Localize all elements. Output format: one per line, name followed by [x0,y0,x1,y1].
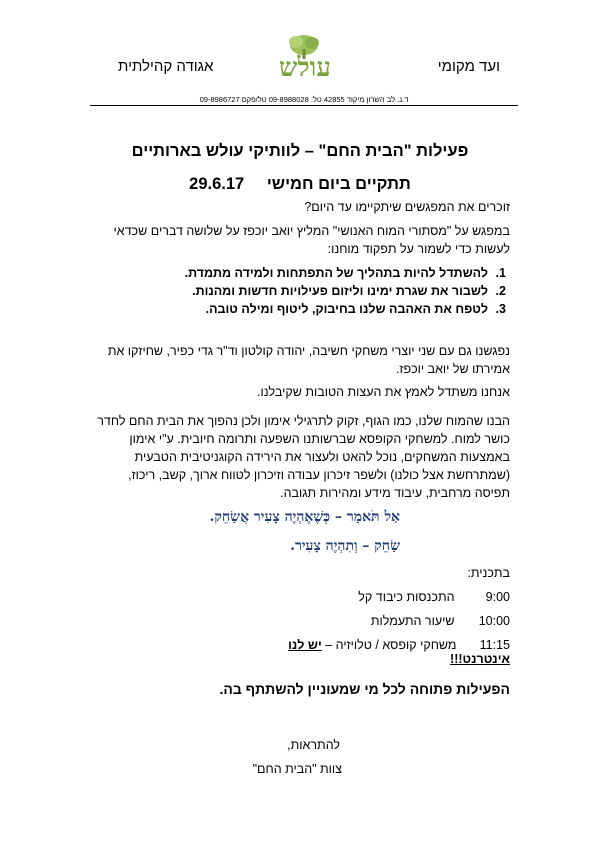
local-committee-label: ועד מקומי [437,58,500,75]
event-date: 29.6.17 [189,175,245,193]
schedule-activity: התכנסות כיבוד קל [358,590,455,604]
schedule-row [270,638,510,666]
community-association-label: אגודה קהילתית [118,58,214,75]
greeting: להתראות, [287,738,340,752]
event-day-text: תתקיים ביום חמישי [266,175,411,193]
event-date-line [0,175,600,194]
met-paragraph: נפגשנו גם עם שני יוצרי משחקי חשיבה, יהודה קולטון וד"ר גדי כפיר, שחיזקו את אמירתו של יואב יוכפז. [107,344,510,376]
intro-paragraph: במפגש על "מסתורי המוח האנושי" המליץ יואב יוכפז על שלושה דברים שכדאי לעשות כדי לשמור על תפקוד מוחנו: [113,224,510,256]
schedule-activity: משחקי קופסא / טלויזיה – [325,638,457,652]
schedule-title: בתכנית: [467,566,510,580]
schedule-row [270,614,510,628]
logo-wordmark: עולש [279,53,331,83]
list-item: 2. לשבור את שגרת ימינו וליזום פעילויות חדשות ומהנות. [72,282,492,300]
goals-list [72,264,510,318]
schedule-activity: שיעור התעמלות [370,614,455,628]
list-item: 1. להשתדל להיות בתהליך של התפתחות ולמידה מתמדת. [72,264,492,282]
schedule-row [270,590,510,604]
quote-line: אַל תֹּאמַר – כְּשֶׁאֶהְיֶה צָעִיר אֲשַׂחֵק. [209,509,400,525]
adopt-paragraph: אנחנו משתדל לאמץ את העצות הטובות שקיבלנו. [256,385,510,399]
page-title: פעילות "הבית החם" – לוותיקי עולש בארותיים [131,142,469,160]
question-paragraph: זוכרים את המפגשים שיתקיימו עד היום? [304,200,510,214]
schedule-time: 10:00 [478,614,510,628]
schedule-time: 11:15 [479,638,510,652]
list-item: 3. לטפח את האהבה שלנו בחיבוק, ליטוף ומילה טובה. [72,300,492,318]
quote-line: שַׂחֵק – וְתִהְיֶה צָעִיר. [290,538,400,554]
address-line: ד.נ. לב השרון מיקוד 42855 טל. 09-8988028 טל/פקס 09-8986727 [90,95,518,106]
brain-paragraph: הבנו שהמוח שלנו, כמו הגוף, זקוק לתרגילי אימון ולכן נהפוך את הבית החם לחדר כושר למוח. למשחקי הקופסא שברשותנו השפעה ותרומה חיובית. ע"י אימון באמצעות המשחקים, נוכל להאט ולעצור את הירידה הקוגניטיבית הטבעית (שמתרחשת אצל כולנו) ולשפר זיכרון עבודה וזיכרון לטווח ארוך, קשב, ריכוז, תפיסה מרחבית, עיבוד מידע ומהירות תגובה. [97,414,510,500]
schedule-time: 9:00 [485,590,510,604]
open-invitation: הפעילות פתוחה לכל מי שמעוניין להשתתף בה. [219,681,510,697]
internet-note: יש לנו אינטרנט!!! [288,638,510,666]
team-signature: צוות "הבית החם" [252,762,342,776]
